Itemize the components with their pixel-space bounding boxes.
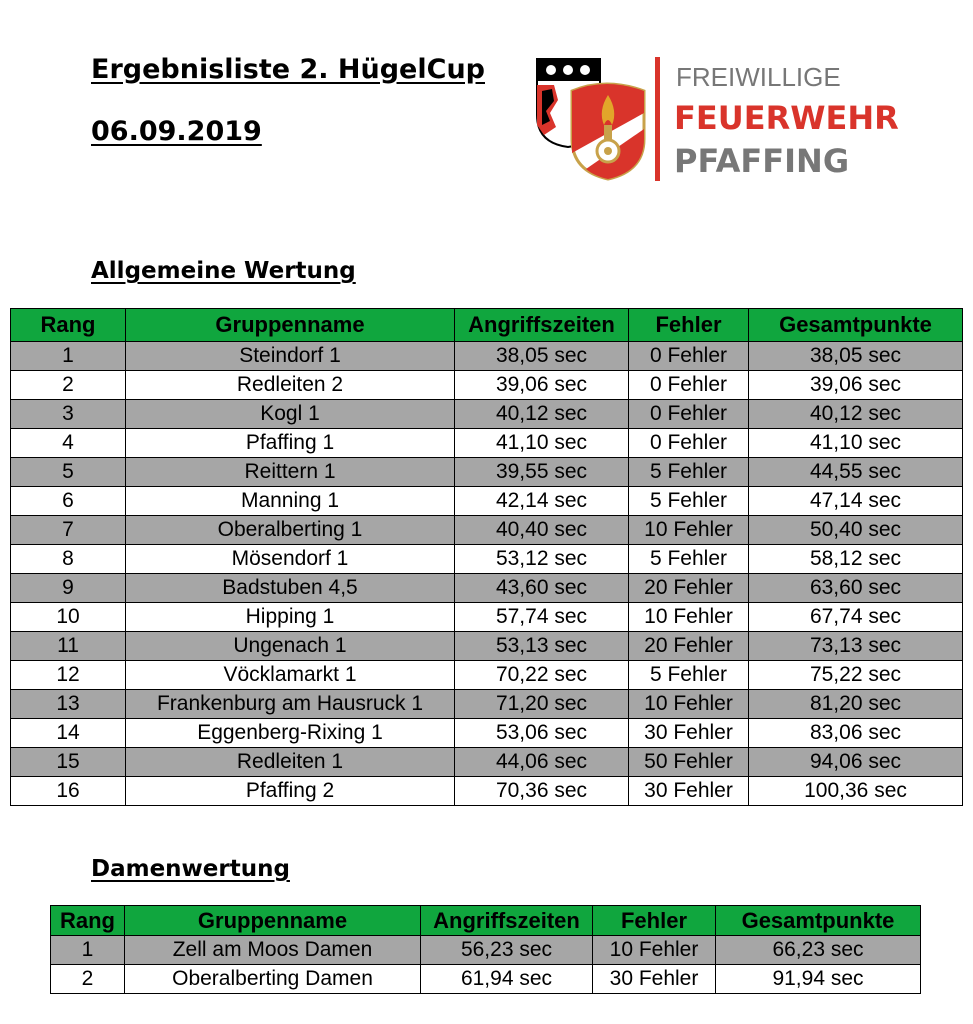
table-row: [11, 371, 963, 400]
total-points-cell: 39,06 sec: [749, 371, 963, 400]
group-name-cell: Pfaffing 1: [126, 429, 455, 458]
group-name-cell: Redleiten 2: [126, 371, 455, 400]
column-header-attack-time: Angriffszeiten: [421, 906, 593, 936]
rank-cell: 5: [11, 458, 126, 487]
table-row: [11, 719, 963, 748]
rank-cell: 6: [11, 487, 126, 516]
errors-cell: 50 Fehler: [629, 748, 749, 777]
errors-cell: 10 Fehler: [593, 936, 716, 965]
total-points-cell: 63,60 sec: [749, 574, 963, 603]
attack-time-cell: 41,10 sec: [455, 429, 629, 458]
rank-cell: 2: [11, 371, 126, 400]
group-name-cell: Mösendorf 1: [126, 545, 455, 574]
errors-cell: 30 Fehler: [629, 719, 749, 748]
column-header-errors: Fehler: [629, 309, 749, 342]
rank-cell: 8: [11, 545, 126, 574]
group-name-cell: Steindorf 1: [126, 342, 455, 371]
rank-cell: 1: [51, 936, 125, 965]
column-header-group-name: Gruppenname: [125, 906, 421, 936]
table-row: [11, 458, 963, 487]
table-row: [51, 936, 921, 965]
attack-time-cell: 70,22 sec: [455, 661, 629, 690]
errors-cell: 5 Fehler: [629, 661, 749, 690]
group-name-cell: Reittern 1: [126, 458, 455, 487]
attack-time-cell: 70,36 sec: [455, 777, 629, 806]
table-header-row: [11, 309, 963, 342]
rank-cell: 9: [11, 574, 126, 603]
column-header-rank: Rang: [11, 309, 126, 342]
total-points-cell: 38,05 sec: [749, 342, 963, 371]
group-name-cell: Kogl 1: [126, 400, 455, 429]
total-points-cell: 41,10 sec: [749, 429, 963, 458]
errors-cell: 10 Fehler: [629, 690, 749, 719]
column-header-rank: Rang: [51, 906, 125, 936]
total-points-cell: 73,13 sec: [749, 632, 963, 661]
column-header-total-points: Gesamtpunkte: [749, 309, 963, 342]
table-header-row: [51, 906, 921, 936]
group-name-cell: Redleiten 1: [126, 748, 455, 777]
rank-cell: 2: [51, 965, 125, 994]
table-row: [11, 545, 963, 574]
group-name-cell: Hipping 1: [126, 603, 455, 632]
table-row: [11, 574, 963, 603]
total-points-cell: 66,23 sec: [716, 936, 921, 965]
group-name-cell: Oberalberting Damen: [125, 965, 421, 994]
group-name-cell: Badstuben 4,5: [126, 574, 455, 603]
attack-time-cell: 57,74 sec: [455, 603, 629, 632]
errors-cell: 20 Fehler: [629, 574, 749, 603]
column-header-group-name: Gruppenname: [126, 309, 455, 342]
table-row: [11, 603, 963, 632]
errors-cell: 5 Fehler: [629, 545, 749, 574]
errors-cell: 0 Fehler: [629, 400, 749, 429]
errors-cell: 10 Fehler: [629, 603, 749, 632]
attack-time-cell: 44,06 sec: [455, 748, 629, 777]
group-name-cell: Frankenburg am Hausruck 1: [126, 690, 455, 719]
total-points-cell: 40,12 sec: [749, 400, 963, 429]
event-date: 06.09.2019: [91, 116, 262, 147]
logo-line-freiwillige: FREIWILLIGE: [676, 62, 841, 92]
table-row: [11, 777, 963, 806]
logo-line-feuerwehr: FEUERWEHR: [674, 99, 899, 137]
attack-time-cell: 40,12 sec: [455, 400, 629, 429]
errors-cell: 30 Fehler: [629, 777, 749, 806]
table-row: [11, 516, 963, 545]
rank-cell: 10: [11, 603, 126, 632]
errors-cell: 20 Fehler: [629, 632, 749, 661]
total-points-cell: 44,55 sec: [749, 458, 963, 487]
general-ranking-table: [10, 308, 963, 806]
table-row: [11, 690, 963, 719]
group-name-cell: Eggenberg-Rixing 1: [126, 719, 455, 748]
table-row: [11, 748, 963, 777]
attack-time-cell: 56,23 sec: [421, 936, 593, 965]
errors-cell: 5 Fehler: [629, 487, 749, 516]
rank-cell: 7: [11, 516, 126, 545]
total-points-cell: 50,40 sec: [749, 516, 963, 545]
total-points-cell: 47,14 sec: [749, 487, 963, 516]
errors-cell: 30 Fehler: [593, 965, 716, 994]
fire-brigade-crest-icon: [534, 55, 924, 185]
page-title: Ergebnisliste 2. HügelCup: [91, 54, 485, 85]
errors-cell: 5 Fehler: [629, 458, 749, 487]
attack-time-cell: 53,06 sec: [455, 719, 629, 748]
group-name-cell: Oberalberting 1: [126, 516, 455, 545]
rank-cell: 15: [11, 748, 126, 777]
attack-time-cell: 53,13 sec: [455, 632, 629, 661]
rank-cell: 1: [11, 342, 126, 371]
errors-cell: 0 Fehler: [629, 371, 749, 400]
total-points-cell: 67,74 sec: [749, 603, 963, 632]
attack-time-cell: 39,55 sec: [455, 458, 629, 487]
table-row: [11, 632, 963, 661]
table-row: [11, 661, 963, 690]
table-row: [11, 400, 963, 429]
total-points-cell: 75,22 sec: [749, 661, 963, 690]
general-ranking-heading: Allgemeine Wertung: [91, 258, 356, 284]
ladies-ranking-heading: Damenwertung: [91, 856, 290, 882]
rank-cell: 13: [11, 690, 126, 719]
attack-time-cell: 40,40 sec: [455, 516, 629, 545]
total-points-cell: 100,36 sec: [749, 777, 963, 806]
rank-cell: 14: [11, 719, 126, 748]
column-header-total-points: Gesamtpunkte: [716, 906, 921, 936]
total-points-cell: 81,20 sec: [749, 690, 963, 719]
column-header-attack-time: Angriffszeiten: [455, 309, 629, 342]
errors-cell: 10 Fehler: [629, 516, 749, 545]
table-row: [11, 342, 963, 371]
errors-cell: 0 Fehler: [629, 342, 749, 371]
attack-time-cell: 43,60 sec: [455, 574, 629, 603]
group-name-cell: Ungenach 1: [126, 632, 455, 661]
attack-time-cell: 39,06 sec: [455, 371, 629, 400]
logo-line-pfaffing: PFAFFING: [674, 142, 850, 180]
fire-brigade-logo: [534, 55, 924, 190]
total-points-cell: 58,12 sec: [749, 545, 963, 574]
rank-cell: 16: [11, 777, 126, 806]
rank-cell: 12: [11, 661, 126, 690]
total-points-cell: 91,94 sec: [716, 965, 921, 994]
table-row: [51, 965, 921, 994]
ladies-ranking-table: [50, 905, 921, 994]
total-points-cell: 94,06 sec: [749, 748, 963, 777]
group-name-cell: Vöcklamarkt 1: [126, 661, 455, 690]
attack-time-cell: 42,14 sec: [455, 487, 629, 516]
column-header-errors: Fehler: [593, 906, 716, 936]
attack-time-cell: 53,12 sec: [455, 545, 629, 574]
rank-cell: 11: [11, 632, 126, 661]
attack-time-cell: 71,20 sec: [455, 690, 629, 719]
total-points-cell: 83,06 sec: [749, 719, 963, 748]
errors-cell: 0 Fehler: [629, 429, 749, 458]
group-name-cell: Zell am Moos Damen: [125, 936, 421, 965]
attack-time-cell: 38,05 sec: [455, 342, 629, 371]
table-row: [11, 429, 963, 458]
group-name-cell: Pfaffing 2: [126, 777, 455, 806]
rank-cell: 4: [11, 429, 126, 458]
attack-time-cell: 61,94 sec: [421, 965, 593, 994]
rank-cell: 3: [11, 400, 126, 429]
table-row: [11, 487, 963, 516]
group-name-cell: Manning 1: [126, 487, 455, 516]
